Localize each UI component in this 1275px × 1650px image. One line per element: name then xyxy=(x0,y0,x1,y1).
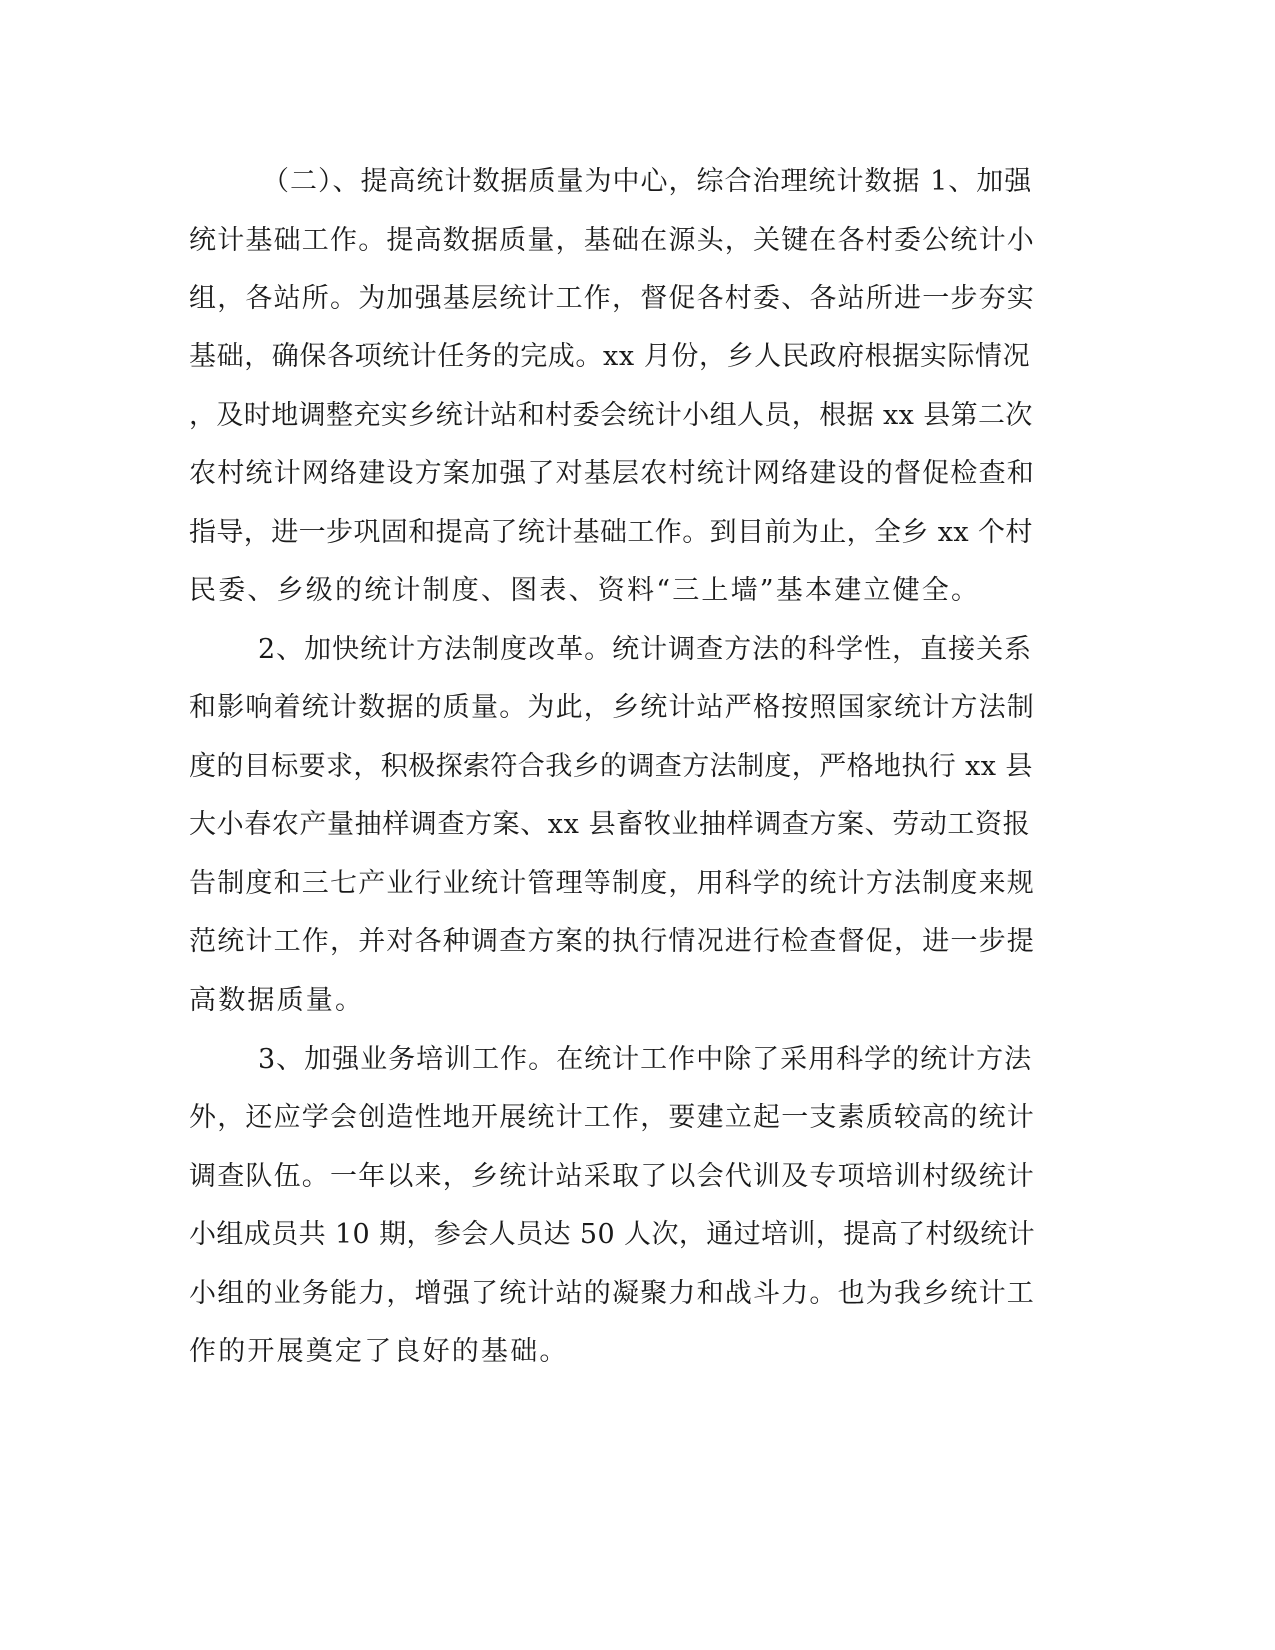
paragraph-3-line-4: 小组成员共 10 期，参会人员达 50 人次，通过培训，提高了村级统计 xyxy=(189,1219,1036,1250)
paragraph-1-line-8: 民委、乡级的统计制度、图表、资料“三上墙”基本建立健全。 xyxy=(189,575,981,606)
paragraph-3-line-3: 调查队伍。一年以来，乡统计站采取了以会代训及专项培训村级统计 xyxy=(189,1161,1035,1192)
paragraph-2-line-4: 大小春农产量抽样调查方案、xx 县畜牧业抽样调查方案、劳动工资报 xyxy=(189,809,1031,840)
paragraph-2-line-2: 和影响着统计数据的质量。为此，乡统计站严格按照国家统计方法制 xyxy=(189,692,1035,723)
paragraph-1-line-2: 统计基础工作。提高数据质量，基础在源头，关键在各村委公统计小 xyxy=(189,225,1035,256)
paragraph-2-line-6: 范统计工作，并对各种调查方案的执行情况进行检查督促，进一步提 xyxy=(189,926,1035,957)
paragraph-2-line-7: 高数据质量。 xyxy=(189,985,365,1016)
paragraph-1-line-4: 基础，确保各项统计任务的完成。xx 月份，乡人民政府根据实际情况 xyxy=(189,341,1031,372)
paragraph-1-line-5: ，及时地调整充实乡统计站和村委会统计小组人员，根据 xx 县第二次 xyxy=(189,400,1033,431)
paragraph-2-line-5: 告制度和三七产业行业统计管理等制度，用科学的统计方法制度来规 xyxy=(189,868,1035,899)
paragraph-2-line-1: 2、加快统计方法制度改革。统计调查方法的科学性，直接关系 xyxy=(258,634,1033,665)
paragraph-1-line-3: 组，各站所。为加强基层统计工作，督促各村委、各站所进一步夯实 xyxy=(189,283,1035,314)
paragraph-3-line-2: 外，还应学会创造性地开展统计工作，要建立起一支素质较高的统计 xyxy=(189,1102,1035,1133)
paragraph-1-line-6: 农村统计网络建设方案加强了对基层农村统计网络建设的督促检查和 xyxy=(189,458,1035,489)
paragraph-1-line-7: 指导，进一步巩固和提高了统计基础工作。到目前为止，全乡 xx 个村 xyxy=(189,517,1033,548)
paragraph-3-line-1: 3、加强业务培训工作。在统计工作中除了采用科学的统计方法 xyxy=(258,1044,1033,1075)
paragraph-3-line-5: 小组的业务能力，增强了统计站的凝聚力和战斗力。也为我乡统计工 xyxy=(189,1278,1035,1309)
paragraph-1-line-1: （二）、提高统计数据质量为中心，综合治理统计数据 1、加强 xyxy=(262,166,1033,197)
paragraph-2-line-3: 度的目标要求，积极探索符合我乡的调查方法制度，严格地执行 xx 县 xyxy=(189,751,1033,782)
paragraph-3-line-6: 作的开展奠定了良好的基础。 xyxy=(189,1336,569,1367)
